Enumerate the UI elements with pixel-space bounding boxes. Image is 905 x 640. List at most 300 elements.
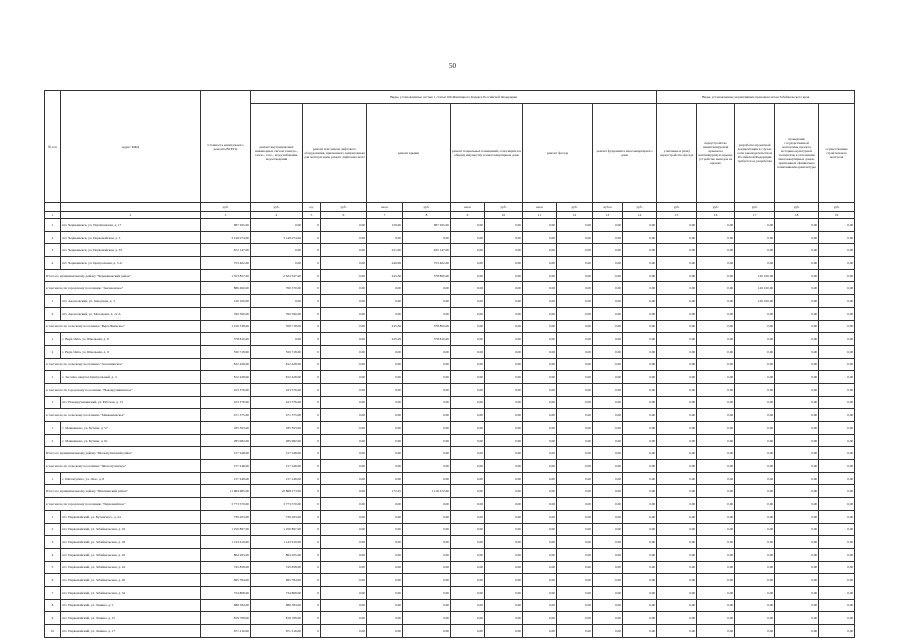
cell-value: 0,00: [593, 409, 623, 422]
cell-value: 0,00: [593, 231, 623, 244]
cell-value: 0: [303, 358, 321, 371]
cell-value: 0,00: [623, 472, 657, 485]
cell-value: 0,00: [735, 460, 775, 473]
cell-value: 0,00: [557, 548, 593, 561]
cell-value: 0: [303, 383, 321, 396]
cell-value: 0,00: [819, 561, 855, 574]
table-row: [45, 561, 855, 574]
address-cell: пгт. Первомайский, ул. Забайкальская, д. 18: [61, 536, 201, 549]
cell-value: 0,00: [367, 307, 403, 320]
cell-value: 0,00: [819, 523, 855, 536]
table-row: [45, 244, 855, 257]
cell-value: 0,00: [523, 295, 557, 308]
cell-value: 0,00: [697, 422, 735, 435]
cell-value: 734 808,00: [201, 586, 251, 599]
cell-value: 0,00: [485, 498, 523, 511]
cell-value: 0,00: [523, 345, 557, 358]
cell-value: 0,00: [557, 586, 593, 599]
cell-value: 0,00: [367, 358, 403, 371]
index-cell: 13: [593, 212, 623, 219]
cell-value: 0,00: [485, 282, 523, 295]
row-number: 4: [45, 257, 61, 270]
address-cell: с. Верх-Чита, ул. Школьная, д. 9: [61, 345, 201, 358]
cell-value: 0,00: [593, 434, 623, 447]
cell-value: 0,00: [593, 396, 623, 409]
subtotal-label: в том числе по городскому поселению "Аксеновское": [45, 282, 201, 295]
cell-value: 0,00: [819, 625, 855, 638]
subtotal-row: [45, 409, 855, 422]
cell-value: 0,00: [775, 460, 819, 473]
cell-value: 157 248,00: [201, 472, 251, 485]
cell-value: 0,00: [403, 409, 451, 422]
cell-value: 0,00: [657, 561, 697, 574]
cell-value: 0,00: [735, 561, 775, 574]
cell-value: 0,00: [697, 498, 735, 511]
cell-value: 0,00: [593, 561, 623, 574]
cell-value: 578 810,00: [403, 333, 451, 346]
subtotal-label: в том числе по городскому поселению "Первомайское": [45, 498, 201, 511]
cell-value: 0,00: [367, 422, 403, 435]
cell-value: 0,00: [321, 586, 367, 599]
cell-value: 0: [303, 561, 321, 574]
cell-value: 0,00: [557, 320, 593, 333]
cell-value: 471 375,00: [251, 409, 303, 422]
cell-value: 0,00: [403, 447, 451, 460]
cell-value: 578 800,00: [403, 269, 451, 282]
cell-value: 0,00: [403, 295, 451, 308]
cell-value: 0,00: [775, 447, 819, 460]
cell-value: 0,00: [819, 472, 855, 485]
cell-value: 0,00: [403, 625, 451, 638]
cell-value: 471 375,00: [201, 409, 251, 422]
cell-value: 0,00: [485, 219, 523, 232]
cell-value: 671 216,00: [251, 625, 303, 638]
cell-value: 0,00: [819, 460, 855, 473]
cell-value: 0,00: [775, 219, 819, 232]
cell-value: 0: [303, 498, 321, 511]
cell-value: 245,36: [367, 320, 403, 333]
cell-value: 0,00: [819, 536, 855, 549]
cell-value: 0,00: [485, 409, 523, 422]
cell-value: 0,00: [697, 599, 735, 612]
group2-header: Виды, установленные нормативным правовым актом Забайкальского края: [657, 91, 855, 104]
cell-value: 0,00: [485, 358, 523, 371]
cell-value: 0,00: [593, 472, 623, 485]
cell-value: 0,00: [367, 282, 403, 295]
cell-value: 550 718,00: [201, 345, 251, 358]
cell-value: 0,00: [451, 383, 485, 396]
cell-value: 0,00: [735, 523, 775, 536]
cell-value: 0,00: [819, 257, 855, 270]
cell-value: 0,00: [451, 333, 485, 346]
cell-value: 0,00: [367, 510, 403, 523]
page-number: 50: [449, 62, 456, 70]
cell-value: 672 147,00: [201, 244, 251, 257]
cell-value: 0,00: [775, 586, 819, 599]
cell-value: 0,00: [735, 244, 775, 257]
cell-value: 0,00: [485, 422, 523, 435]
cell-value: 0,00: [485, 320, 523, 333]
col-foundation-header: ремонт фундамента многоквартирного дома: [593, 104, 657, 203]
cell-value: 0,00: [697, 409, 735, 422]
cell-value: 0,00: [735, 434, 775, 447]
cell-value: 0,00: [451, 269, 485, 282]
cell-value: 0,00: [403, 548, 451, 561]
unit-cell: кв.м: [367, 203, 403, 212]
cell-value: 0,00: [623, 485, 657, 498]
cell-value: 0,00: [697, 561, 735, 574]
cell-value: 3 773 570,00: [251, 498, 303, 511]
cell-value: 0,00: [657, 257, 697, 270]
cell-value: 0,00: [657, 612, 697, 625]
index-cell: 14: [623, 212, 657, 219]
cell-value: 864 265,00: [251, 548, 303, 561]
row-number: 8: [45, 599, 61, 612]
unit-cell: руб.: [403, 203, 451, 212]
cell-value: 0: [303, 460, 321, 473]
cell-value: 0,00: [321, 307, 367, 320]
cell-value: 0,00: [367, 460, 403, 473]
cell-value: 0: [303, 447, 321, 460]
cell-value: 0,00: [367, 561, 403, 574]
cell-value: 0: [303, 282, 321, 295]
cell-value: 0,00: [735, 447, 775, 460]
cell-value: 0,00: [557, 625, 593, 638]
address-cell: пгт. Чернышевск, ул. Центральная, д. 5 А: [61, 257, 201, 270]
cell-value: 0,00: [819, 383, 855, 396]
cell-value: 0,00: [657, 358, 697, 371]
cell-value: 0,00: [697, 586, 735, 599]
cell-value: 0,00: [775, 320, 819, 333]
cell-value: 0,00: [557, 257, 593, 270]
units-row: [45, 203, 855, 212]
cell-value: 0,00: [657, 548, 697, 561]
subtotal-label: Итого по муниципальному району "Шилкинский район": [45, 485, 201, 498]
cell-value: 0,00: [485, 231, 523, 244]
cell-value: 687 265,00: [403, 219, 451, 232]
cell-value: 0,00: [523, 510, 557, 523]
cell-value: 0,00: [485, 523, 523, 536]
cell-value: 0,00: [657, 434, 697, 447]
cell-value: 0,00: [367, 345, 403, 358]
subtotal-label: в том числе по сельскому поселению "Маккавеевское": [45, 409, 201, 422]
cell-value: 0,00: [451, 320, 485, 333]
cell-value: 0,00: [251, 219, 303, 232]
cell-value: 0,00: [557, 295, 593, 308]
cell-value: 0,00: [367, 447, 403, 460]
cell-value: 0,00: [623, 244, 657, 257]
cell-value: 0: [303, 295, 321, 308]
cell-value: 0,00: [735, 307, 775, 320]
cell-value: 0,00: [451, 561, 485, 574]
cell-value: 126 100,00: [201, 295, 251, 308]
subtotal-label: в том числе по сельскому поселению "Шелопугинское": [45, 460, 201, 473]
unit-cell: руб.: [251, 203, 303, 212]
cell-value: 0,00: [451, 257, 485, 270]
cell-value: 0,00: [593, 244, 623, 257]
address-cell: пгт. Первомайский, ул. Забайкальская, д. 16: [61, 523, 201, 536]
cell-value: 0,00: [321, 548, 367, 561]
cell-value: 0,00: [775, 498, 819, 511]
cell-value: 185 393,00: [251, 422, 303, 435]
cell-value: 0,00: [557, 282, 593, 295]
cell-value: 126 100,00: [735, 295, 775, 308]
cell-value: 0,00: [251, 333, 303, 346]
cell-value: 0,00: [403, 422, 451, 435]
index-cell: 16: [697, 212, 735, 219]
cell-value: 1 553 857,00: [201, 269, 251, 282]
address-cell: с. Верх-Чита, ул. Школьная, д. 8: [61, 333, 201, 346]
cell-value: 0,00: [451, 510, 485, 523]
row-number: 3: [45, 536, 61, 549]
cell-value: 0,00: [697, 523, 735, 536]
cell-value: 0,00: [657, 244, 697, 257]
cell-value: 0,00: [593, 574, 623, 587]
cell-value: 0,00: [697, 282, 735, 295]
cell-value: 0,00: [557, 231, 593, 244]
index-cell: 1: [45, 212, 61, 219]
cell-value: 864 265,00: [201, 548, 251, 561]
index-cell: 6: [321, 212, 367, 219]
cell-value: 0,00: [657, 510, 697, 523]
column-index-row: [45, 212, 855, 219]
cell-value: 0,00: [403, 371, 451, 384]
cell-value: 245,29: [367, 333, 403, 346]
unit-cell: руб.: [819, 203, 855, 212]
cell-value: 0,00: [523, 231, 557, 244]
cell-value: 0,00: [593, 523, 623, 536]
cell-value: 0,00: [367, 434, 403, 447]
index-cell: 15: [657, 212, 697, 219]
cell-value: 0,00: [819, 422, 855, 435]
cell-value: 0,00: [557, 536, 593, 549]
cell-value: 0,00: [697, 625, 735, 638]
cell-value: 0,00: [775, 612, 819, 625]
cell-value: 0,00: [557, 371, 593, 384]
cell-value: 0,00: [775, 561, 819, 574]
cell-value: 0,00: [523, 434, 557, 447]
cell-value: 0,00: [819, 345, 855, 358]
cell-value: 578 800,00: [403, 320, 451, 333]
cell-value: 0,00: [697, 510, 735, 523]
cell-value: 0,00: [321, 257, 367, 270]
cell-value: 0,00: [819, 371, 855, 384]
cell-value: 0,00: [321, 231, 367, 244]
cell-value: 0,00: [451, 282, 485, 295]
cell-value: 0,00: [451, 460, 485, 473]
cell-value: 0,00: [485, 561, 523, 574]
cell-value: 886 490,00: [201, 282, 251, 295]
cell-value: 0,00: [523, 383, 557, 396]
cell-value: 0,00: [657, 498, 697, 511]
cell-value: 0: [303, 422, 321, 435]
cell-value: 223 376,00: [201, 396, 251, 409]
cell-value: 0,00: [657, 625, 697, 638]
cell-value: 0,00: [593, 282, 623, 295]
table-row: [45, 536, 855, 549]
cell-value: 185 393,00: [201, 422, 251, 435]
cell-value: 0,00: [557, 307, 593, 320]
cell-value: 0,00: [623, 447, 657, 460]
row-number: 1: [45, 371, 61, 384]
cell-value: 0,00: [623, 434, 657, 447]
cell-value: 0,00: [451, 434, 485, 447]
cell-value: 0,00: [403, 599, 451, 612]
cell-value: 695 784,00: [251, 574, 303, 587]
cell-value: 0,00: [657, 295, 697, 308]
cell-value: 3 773 570,00: [201, 498, 251, 511]
address-cell: пгт. Первомайский, ул. Ленина, д. 17: [61, 625, 201, 638]
cell-value: 0,00: [697, 257, 735, 270]
cell-value: 0,00: [819, 612, 855, 625]
cell-value: 0,00: [321, 523, 367, 536]
cell-value: 0,00: [557, 485, 593, 498]
cell-value: 0,00: [775, 257, 819, 270]
cell-value: 0: [303, 396, 321, 409]
cell-value: 0,00: [367, 231, 403, 244]
cell-value: 0,00: [697, 447, 735, 460]
cell-value: 0,00: [697, 269, 735, 282]
cell-value: 0,00: [657, 485, 697, 498]
cell-value: 0: [303, 244, 321, 257]
cell-value: 0,00: [775, 371, 819, 384]
cell-value: 0,00: [775, 510, 819, 523]
cell-value: 0,00: [657, 219, 697, 232]
cell-value: 0,00: [523, 409, 557, 422]
cell-value: 0,00: [623, 574, 657, 587]
row-number: 1: [45, 510, 61, 523]
address-cell: пгт. Чернышевск, ул. Партизанская, д. 17: [61, 219, 201, 232]
cell-value: 0,00: [557, 498, 593, 511]
row-number: 2: [45, 345, 61, 358]
table-row: [45, 257, 855, 270]
cell-value: 0,00: [657, 307, 697, 320]
cell-value: 0,00: [485, 244, 523, 257]
cell-value: 0,00: [775, 231, 819, 244]
cell-value: 0,00: [775, 434, 819, 447]
cell-value: 0,00: [735, 358, 775, 371]
cell-value: 0,00: [593, 422, 623, 435]
cell-value: 11 984 685,00: [201, 485, 251, 498]
cell-value: 0,00: [735, 409, 775, 422]
cell-value: 0,00: [697, 574, 735, 587]
index-cell: 12: [557, 212, 593, 219]
cell-value: 760 390,00: [251, 307, 303, 320]
cell-value: 0: [303, 269, 321, 282]
cell-value: 0,00: [403, 498, 451, 511]
unit-cell: руб.: [657, 203, 697, 212]
cell-value: 157 248,00: [201, 460, 251, 473]
cell-value: 0,00: [775, 523, 819, 536]
cell-value: 0,00: [697, 307, 735, 320]
cell-value: 0,00: [623, 269, 657, 282]
cell-value: 0,00: [819, 574, 855, 587]
cell-value: 0,00: [485, 625, 523, 638]
cell-value: 0,00: [819, 295, 855, 308]
index-cell: 5: [303, 212, 321, 219]
cell-value: 0,00: [593, 383, 623, 396]
cell-value: 0,00: [819, 358, 855, 371]
cell-value: 0,00: [593, 269, 623, 282]
cell-value: 0,00: [557, 574, 593, 587]
cell-value: 0,00: [735, 612, 775, 625]
cell-value: 0: [303, 219, 321, 232]
row-number: 1: [45, 333, 61, 346]
cell-value: 0,00: [451, 422, 485, 435]
cell-value: 0,00: [403, 586, 451, 599]
cell-value: 0: [303, 599, 321, 612]
cell-value: 0,00: [367, 612, 403, 625]
row-number: 1: [45, 219, 61, 232]
cell-value: 0,00: [523, 561, 557, 574]
unit-cell: куб.м: [593, 203, 623, 212]
index-cell: 8: [403, 212, 451, 219]
subtotal-row: [45, 498, 855, 511]
cell-value: 0,00: [451, 345, 485, 358]
subtotal-label: в том числе по сельскому поселению "Засопкинское": [45, 358, 201, 371]
cell-value: 760 370,00: [251, 282, 303, 295]
cell-value: 0,00: [557, 472, 593, 485]
subtotal-row: [45, 460, 855, 473]
cell-value: 812 428,00: [201, 358, 251, 371]
cell-value: 0: [303, 409, 321, 422]
table-row: [45, 599, 855, 612]
cell-value: 223 376,00: [201, 383, 251, 396]
table-row: [45, 510, 855, 523]
cell-value: 0,00: [657, 320, 697, 333]
cell-value: 0,00: [451, 231, 485, 244]
cell-value: 0,00: [485, 599, 523, 612]
cell-value: 0,00: [451, 307, 485, 320]
cell-value: 0,00: [321, 282, 367, 295]
cell-value: 0,00: [593, 345, 623, 358]
cell-value: 0,00: [451, 625, 485, 638]
cell-value: 0,00: [593, 510, 623, 523]
row-number: 7: [45, 586, 61, 599]
cell-value: 0,00: [367, 574, 403, 587]
address-cell: с. Шелопугино, ул. Лазо, д. 8: [61, 472, 201, 485]
cell-value: 0,00: [735, 485, 775, 498]
cell-value: 0,00: [523, 472, 557, 485]
cell-value: 0,00: [367, 523, 403, 536]
cell-value: 753 402,00: [201, 257, 251, 270]
cell-value: 0,00: [593, 586, 623, 599]
cell-value: 0,00: [775, 599, 819, 612]
cell-value: 0,00: [697, 219, 735, 232]
cell-value: 0,00: [623, 409, 657, 422]
cell-value: 3 149 074,00: [201, 231, 251, 244]
table-row: [45, 396, 855, 409]
cell-value: 0,00: [623, 523, 657, 536]
cell-value: 0,00: [403, 510, 451, 523]
cell-value: 0,00: [775, 383, 819, 396]
cell-value: 0,00: [623, 345, 657, 358]
cell-value: 0,00: [819, 320, 855, 333]
address-cell: пгт. Первомайский, ул. Забайкальская, д. 24: [61, 561, 201, 574]
cell-value: 0,00: [403, 396, 451, 409]
index-cell: 4: [251, 212, 303, 219]
subtotal-row: [45, 320, 855, 333]
index-cell: 17: [735, 212, 775, 219]
cell-value: 687 265,00: [201, 219, 251, 232]
cell-value: 0,00: [819, 409, 855, 422]
col-total-header: Стоимость капитального ремонта ВСЕГО: [201, 91, 251, 203]
cell-value: 0,00: [523, 548, 557, 561]
cell-value: 0,00: [697, 295, 735, 308]
cell-value: 0,00: [451, 498, 485, 511]
cell-value: 0,00: [697, 345, 735, 358]
cell-value: 0,00: [819, 586, 855, 599]
